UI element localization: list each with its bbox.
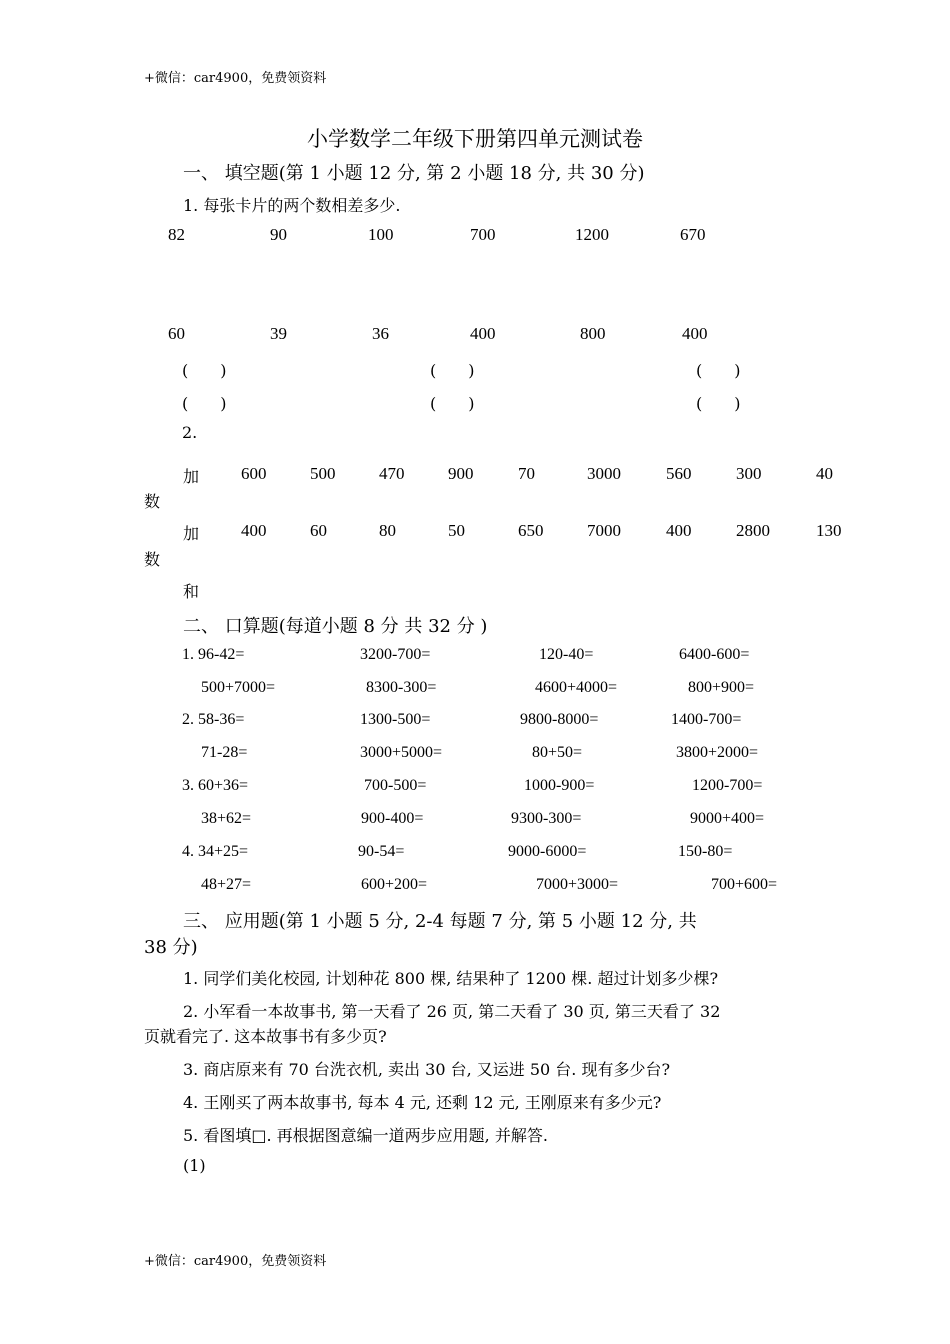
word-problem-3: 3. 商店原来有 70 台洗衣机, 卖出 30 台, 又运进 50 台. 现有多少台?: [183, 1060, 671, 1079]
oral-item: 8300-300=: [366, 679, 437, 696]
oral-item: 1. 96-42=: [182, 646, 245, 663]
oral-item: 120-40=: [539, 646, 594, 663]
card-number: 82: [168, 225, 185, 244]
answer-blank[interactable]: ( ): [182, 361, 227, 380]
word-problem-2: 2. 小军看一本故事书, 第一天看了 26 页, 第二天看了 30 页, 第三天看了 32: [183, 1002, 721, 1021]
card-number: 670: [680, 225, 706, 244]
oral-item: 150-80=: [678, 843, 733, 860]
answer-blank[interactable]: ( ): [182, 394, 227, 413]
oral-item: 71-28=: [201, 744, 248, 761]
oral-item: 2. 58-36=: [182, 711, 245, 728]
oral-item: 600+200=: [361, 876, 428, 893]
oral-item: 80+50=: [532, 744, 583, 761]
table-cell: 400: [666, 521, 692, 540]
section1-heading: 一、 填空题(第 1 小题 12 分, 第 2 小题 18 分, 共 30 分): [183, 163, 645, 184]
table-cell: 560: [666, 464, 692, 483]
q2-label: 2.: [182, 423, 198, 442]
oral-item: 4600+4000=: [535, 679, 618, 696]
table-cell: 3000: [587, 464, 621, 483]
card-number: 36: [372, 324, 389, 343]
answer-blank[interactable]: ( ): [430, 361, 475, 380]
table-cell: 130: [816, 521, 842, 540]
row-label: 数: [144, 492, 161, 511]
oral-item: 500+7000=: [201, 679, 276, 696]
oral-item: 1300-500=: [360, 711, 431, 728]
watermark-bottom: +微信：car4900，免费领资料: [144, 1254, 327, 1269]
oral-item: 1200-700=: [692, 777, 763, 794]
word-problem-5: 5. 看图填□. 再根据图意编一道两步应用题, 并解答.: [183, 1126, 548, 1145]
row-label: 加: [183, 524, 200, 543]
table-cell: 50: [448, 521, 465, 540]
oral-item: 90-54=: [358, 843, 405, 860]
section2-heading: 二、 口算题(每道小题 8 分 共 32 分 ): [183, 616, 488, 637]
card-number: 100: [368, 225, 394, 244]
table-cell: 500: [310, 464, 336, 483]
oral-item: 3800+2000=: [676, 744, 759, 761]
table-cell: 900: [448, 464, 474, 483]
table-cell: 80: [379, 521, 396, 540]
row-label: 加: [183, 467, 200, 486]
oral-item: 9800-8000=: [520, 711, 599, 728]
word-problem-2-cont: 页就看完了. 这本故事书有多少页?: [144, 1027, 387, 1046]
oral-item: 9000-6000=: [508, 843, 587, 860]
table-cell: 60: [310, 521, 327, 540]
table-cell: 2800: [736, 521, 770, 540]
word-problem-1: 1. 同学们美化校园, 计划种花 800 棵, 结果种了 1200 棵. 超过计划多少棵?: [183, 969, 719, 988]
word-problem-4: 4. 王刚买了两本故事书, 每本 4 元, 还剩 12 元, 王刚原来有多少元?: [183, 1093, 662, 1112]
oral-item: 9000+400=: [690, 810, 765, 827]
card-number: 400: [470, 324, 496, 343]
oral-item: 700-500=: [364, 777, 427, 794]
watermark-top: +微信：car4900，免费领资料: [144, 71, 327, 86]
section3-heading: 三、 应用题(第 1 小题 5 分, 2-4 每题 7 分, 第 5 小题 12 分, 共: [183, 911, 697, 932]
oral-item: 3. 60+36=: [182, 777, 249, 794]
oral-item: 700+600=: [711, 876, 778, 893]
oral-item: 9300-300=: [511, 810, 582, 827]
oral-item: 38+62=: [201, 810, 252, 827]
oral-item: 3200-700=: [360, 646, 431, 663]
table-cell: 600: [241, 464, 267, 483]
answer-blank[interactable]: ( ): [430, 394, 475, 413]
table-cell: 400: [241, 521, 267, 540]
oral-item: 3000+5000=: [360, 744, 443, 761]
card-number: 39: [270, 324, 287, 343]
card-number: 700: [470, 225, 496, 244]
answer-blank[interactable]: ( ): [696, 361, 741, 380]
oral-item: 6400-600=: [679, 646, 750, 663]
table-cell: 40: [816, 464, 833, 483]
card-number: 800: [580, 324, 606, 343]
oral-item: 900-400=: [361, 810, 424, 827]
card-number: 90: [270, 225, 287, 244]
section3-heading-cont: 38 分): [144, 937, 198, 958]
table-cell: 7000: [587, 521, 621, 540]
oral-item: 4. 34+25=: [182, 843, 249, 860]
card-number: 1200: [575, 225, 609, 244]
table-cell: 470: [379, 464, 405, 483]
q1-prompt: 1. 每张卡片的两个数相差多少.: [183, 196, 401, 215]
oral-item: 48+27=: [201, 876, 252, 893]
table-cell: 650: [518, 521, 544, 540]
oral-item: 7000+3000=: [536, 876, 619, 893]
row-label: 数: [144, 550, 161, 569]
table-cell: 70: [518, 464, 535, 483]
oral-item: 800+900=: [688, 679, 755, 696]
word-problem-5-sub: (1): [183, 1156, 206, 1175]
answer-blank[interactable]: ( ): [696, 394, 741, 413]
oral-item: 1400-700=: [671, 711, 742, 728]
oral-item: 1000-900=: [524, 777, 595, 794]
card-number: 60: [168, 324, 185, 343]
table-cell: 300: [736, 464, 762, 483]
card-number: 400: [682, 324, 708, 343]
sum-row-label: 和: [183, 582, 200, 601]
page-title: 小学数学二年级下册第四单元测试卷: [307, 127, 643, 151]
